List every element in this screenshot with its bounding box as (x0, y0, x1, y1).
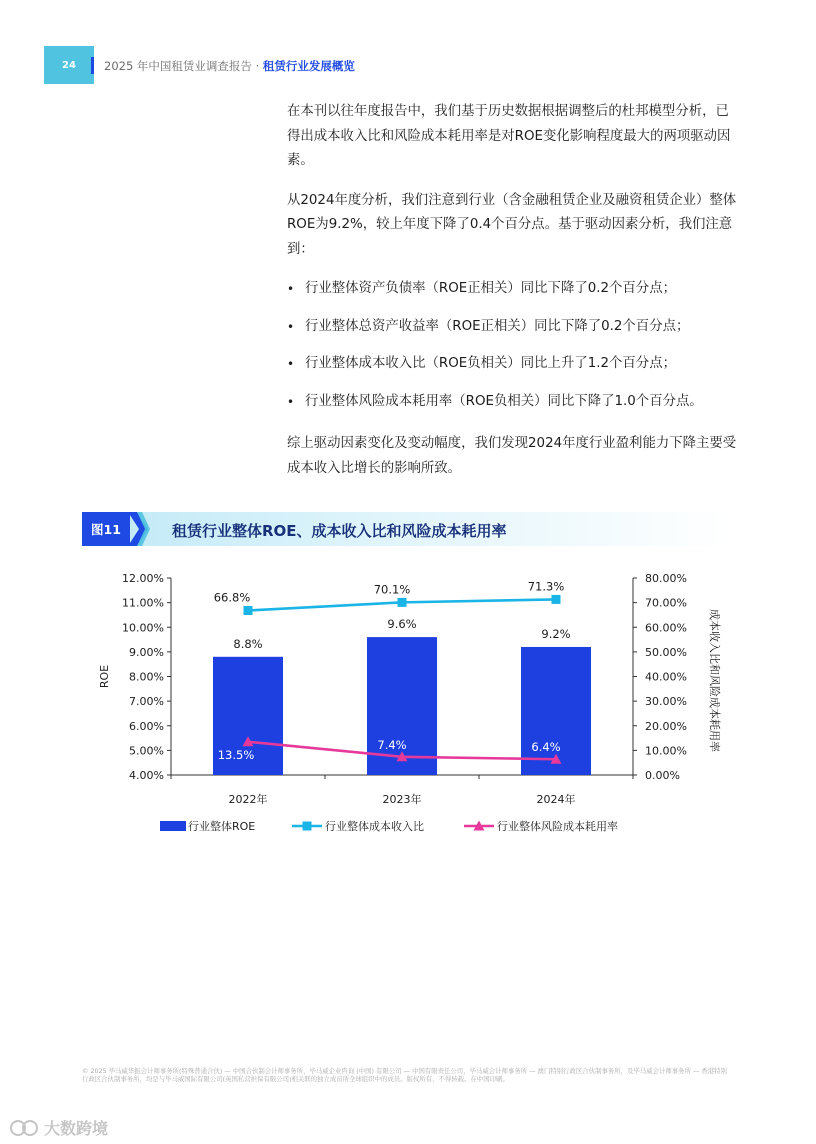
cost-income-ratio-marker (398, 598, 407, 607)
figure-title: 租赁行业整体ROE、成本收入比和风险成本耗用率 (172, 522, 507, 540)
watermark-text: 大数跨境 (44, 1119, 109, 1138)
cost-income-ratio-marker (244, 606, 253, 615)
roe-bar-label: 9.6% (387, 617, 417, 632)
cost-income-ratio-marker (552, 595, 561, 604)
x-tick-label: 2022年 (228, 793, 268, 806)
paragraph-2: 从2024年度分析，我们注意到行业（含金融租赁企业及融资租赁企业）整体ROE为9.2%，较上年度下降了0.4个百分点。基于驱动因素分析，我们注意到： (287, 192, 737, 257)
bullet-list (287, 277, 737, 414)
cost-income-ratio-data-label: 70.1% (373, 582, 411, 597)
bullet-item: • 行业整体风险成本耗用率（ROE负相关）同比下降了1.0个百分点。 (287, 390, 737, 415)
legend-swatch-roe (160, 821, 186, 831)
y-tick-label: 9.00% (129, 645, 164, 659)
y2-tick-label: 70.00% (645, 596, 687, 610)
y2-tick-label: 20.00% (645, 719, 687, 733)
figure-number: 图11 (91, 522, 121, 537)
y2-tick-label: 80.00% (645, 572, 687, 585)
header-divider (91, 57, 94, 74)
paragraph-3: 综上驱动因素变化及变动幅度，我们发现2024年度行业盈利能力下降主要受成本收入比增长的影响所致。 (287, 436, 737, 476)
risk-cost-ratio-data-label: 13.5% (217, 747, 255, 762)
bullet-item: • 行业整体总资产收益率（ROE正相关）同比下降了0.2个百分点； (287, 315, 737, 340)
footer-copyright: © 2025 毕马威华振会计师事务所(特殊普通合伙) — 中国合伙制会计师事务所，毕马威企业咨询 (中国) 有限公司 — 中国有限责任公司，毕马威会计师事务所 — 澳门特别行政区合伙制事务所，及毕马威会计师事务所 — 香港特别行政区合伙制事务所，均是与毕马威国际有限公司(英国私营担保有限公司)相关联的独立成员所全球组织中的成员。版权所有，不得转载。在中国印刷。 (82, 1067, 727, 1084)
y2-tick-label: 50.00% (645, 645, 687, 659)
report-title: 2025 年中国租赁业调查报告 · (104, 59, 263, 73)
body-text (287, 100, 737, 496)
y-tick-label: 7.00% (129, 695, 164, 709)
running-header (104, 58, 355, 74)
x-tick-label: 2023年 (382, 793, 422, 806)
y2-tick-label: 40.00% (645, 670, 687, 684)
legend-label-roe: 行业整体ROE (188, 820, 256, 833)
y-tick-label: 11.00% (122, 596, 164, 610)
paragraph-1: 在本刊以往年度报告中，我们基于历史数据根据调整后的杜邦模型分析，已得出成本收入比和风险成本耗用率是对ROE变化影响程度最大的两项驱动因素。 (287, 104, 731, 168)
y-tick-label: 12.00% (122, 572, 164, 585)
chevron-right-icon (128, 512, 150, 546)
watermark (8, 1116, 108, 1139)
y-tick-label: 5.00% (129, 744, 164, 758)
y2-tick-label: 30.00% (645, 695, 687, 709)
legend-label-risk-cost: 行业整体风险成本耗用率 (497, 820, 618, 833)
roe-bar-label: 8.8% (233, 636, 263, 651)
page-number-badge (44, 46, 94, 84)
y-axis-title: ROE (98, 664, 111, 689)
y2-tick-label: 0.00% (645, 769, 680, 782)
y2-tick-label: 10.00% (645, 744, 687, 758)
y-tick-label: 10.00% (122, 621, 164, 635)
page-number: 24 (62, 59, 76, 71)
legend-marker-cost-income (303, 822, 312, 831)
cost-income-ratio-data-label: 71.3% (527, 579, 565, 594)
section-title: 租赁行业发展概览 (262, 59, 355, 73)
bullet-item: • 行业整体成本收入比（ROE负相关）同比上升了1.2个百分点； (287, 352, 737, 377)
risk-cost-ratio-data-label: 7.4% (377, 737, 407, 752)
y-tick-label: 4.00% (129, 769, 164, 782)
y2-axis-title: 成本收入比和风险成本耗用率 (708, 609, 721, 752)
y2-tick-label: 60.00% (645, 621, 687, 635)
y-tick-label: 8.00% (129, 670, 164, 684)
bullet-item: • 行业整体资产负债率（ROE正相关）同比下降了0.2个百分点； (287, 277, 737, 302)
roe-cost-chart (82, 560, 732, 850)
watermark-logo-icon (8, 1117, 40, 1139)
y-tick-label: 6.00% (129, 719, 164, 733)
legend-label-cost-income: 行业整体成本收入比 (325, 820, 424, 833)
figure-tag (82, 512, 130, 546)
cost-income-ratio-data-label: 66.8% (213, 590, 251, 605)
roe-bar-label: 9.2% (541, 626, 571, 641)
risk-cost-ratio-data-label: 6.4% (531, 740, 561, 755)
x-tick-label: 2024年 (536, 793, 576, 806)
